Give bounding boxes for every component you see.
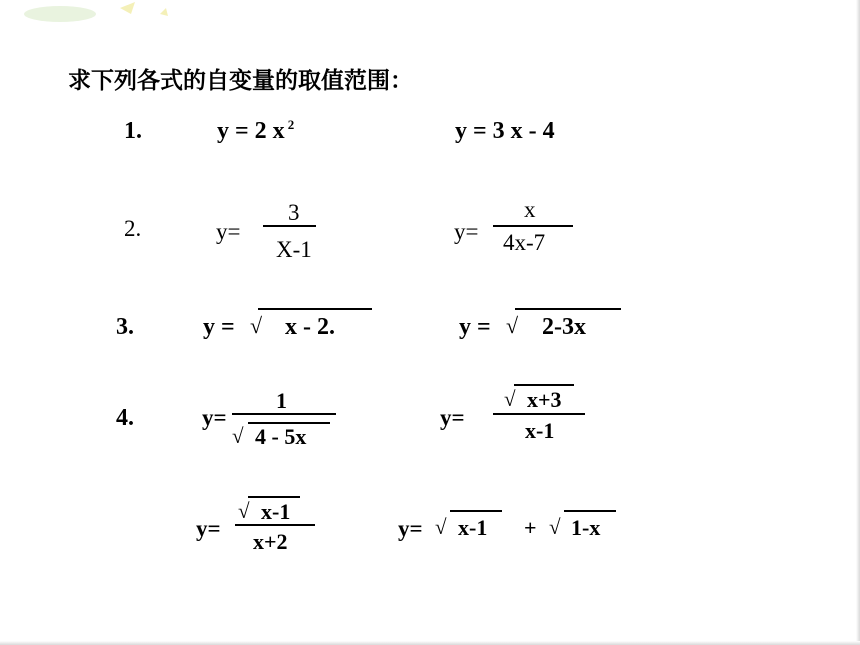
equation-2a-denominator: X-1 [276, 237, 312, 262]
radical-sign-4a: √ [232, 424, 244, 448]
page-title: 求下列各式的自变量的取值范围： [68, 68, 413, 94]
radical-sign-3a: √ [250, 313, 263, 338]
equation-4b-lhs: y= [440, 405, 465, 430]
equation-2b-lhs: y= [454, 219, 479, 244]
fraction-bar-4c [235, 524, 315, 526]
slide-shadow-bottom [0, 641, 860, 645]
radical-bar-4c [248, 496, 300, 498]
radical-sign-4c: √ [238, 499, 250, 523]
equation-2a-lhs: y= [216, 219, 241, 244]
radical-bar-3b [515, 308, 621, 310]
equation-4d-lhs: y= [398, 516, 423, 541]
equation-4c-lhs: y= [196, 516, 221, 541]
equation-4d-term2: 1-x [571, 515, 601, 540]
plus-sign: + [524, 515, 537, 540]
radical-bar-3a [258, 308, 372, 310]
equation-3a-radicand: x - 2. [285, 314, 335, 340]
radical-bar-4b [514, 384, 574, 386]
equation-2b-numerator: x [524, 197, 536, 222]
equation-3a-lhs: y = [203, 314, 235, 340]
radical-sign-4d-1: √ [435, 515, 447, 539]
equation-4a-lhs: y= [202, 405, 227, 430]
equation-4c-numerator: x-1 [261, 499, 291, 524]
slide-shadow-right [856, 0, 860, 645]
equation-1a-text: y = 2 x [217, 118, 285, 144]
radical-bar-4d-2 [564, 510, 616, 512]
radical-sign-4d-2: √ [549, 515, 561, 539]
equation-3b-radicand: 2-3x [542, 314, 586, 340]
equation-2a-numerator: 3 [288, 200, 300, 225]
equation-2b-denominator: 4x-7 [503, 230, 546, 255]
decorative-swoosh [0, 0, 260, 30]
equation-4c-denominator: x+2 [253, 529, 288, 554]
fraction-bar-2b [493, 225, 573, 227]
fraction-bar-2a [263, 225, 316, 227]
equation-4a-numerator: 1 [276, 388, 287, 413]
equation-4a-denominator: 4 - 5x [255, 424, 307, 449]
problem-number-4: 4. [116, 405, 134, 431]
equation-4b-denominator: x-1 [525, 418, 555, 443]
equation-1a [217, 119, 294, 143]
radical-bar-4d-1 [450, 510, 502, 512]
fraction-bar-4b [493, 413, 585, 415]
radical-sign-4b: √ [504, 387, 516, 411]
fraction-bar-4a [232, 413, 336, 415]
equation-4b-numerator: x+3 [527, 387, 562, 412]
equation-3b-lhs: y = [459, 314, 491, 340]
equation-1a-exponent: 2 [287, 117, 295, 132]
problem-number-3: 3. [116, 314, 134, 340]
problem-number-2: 2. [124, 216, 142, 241]
equation-1b: y = 3 x - 4 [455, 118, 555, 144]
equation-4d-term1: x-1 [458, 515, 488, 540]
radical-sign-3b: √ [506, 313, 519, 338]
problem-number-1: 1. [124, 118, 142, 144]
